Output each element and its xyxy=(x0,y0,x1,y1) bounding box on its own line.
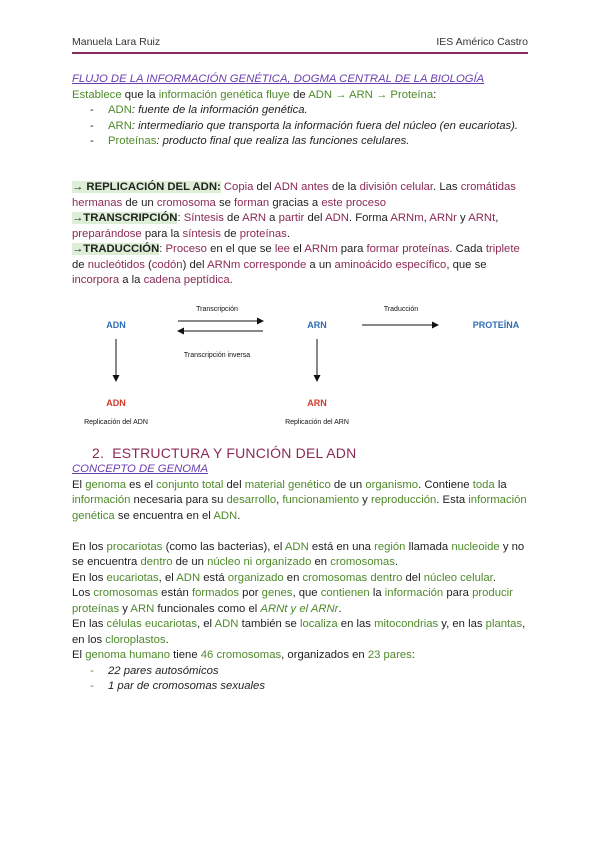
list-item-term: Proteínas xyxy=(108,135,157,147)
genoma-p4: Los cromosomas están formados por genes, que contienen la información para producir proteínas y ARN funcionales como el ARNt y el ARNr. xyxy=(72,587,513,615)
transcripcion-paragraph: →TRANSCRIPCIÓN: Síntesis de ARN a partir del ADN. Forma ARNm, ARNr y ARNt, preparándose para la síntesis de proteínas. xyxy=(72,212,499,240)
genoma-p3: En los eucariotas, el ADN está organizado en cromosomas dentro del núcleo celular. xyxy=(72,571,496,584)
procesos-section xyxy=(72,180,534,289)
replicacion-paragraph: → REPLICACIÓN DEL ADN: Copia del ADN antes de la división celular. Las cromátidas hermanas de un cromosoma se forman gracias a este proceso xyxy=(72,181,516,209)
flujo-intro xyxy=(72,88,534,104)
flujo-intro-text: de xyxy=(289,88,309,101)
list-item: - 22 pares autosómicos xyxy=(90,664,534,680)
section-title: ESTRUCTURA Y FUNCIÓN DEL ADN xyxy=(112,445,357,461)
transcripcion-label: Transcripción xyxy=(196,306,238,313)
list-item xyxy=(90,134,534,150)
genoma-p2: En los procariotas (como las bacterias), el ADN está en una región llamada nucleoide y no se encuentra dentro de un núcleo ni organizado en cromosomas. xyxy=(72,540,525,568)
list-item xyxy=(90,119,534,135)
traduccion-label: Traducción xyxy=(383,306,419,313)
flujo-intro-text: : xyxy=(433,88,437,101)
flujo-title: FLUJO DE LA INFORMACIÓN GENÉTICA, DOGMA CENTRAL DE LA BIOLOGÍA xyxy=(72,73,485,85)
section-number: 2. xyxy=(92,445,105,461)
list-item: - 1 par de cromosomas sexuales xyxy=(90,679,534,695)
list-item-desc: : producto final que realiza las funciones celulares. xyxy=(156,135,410,147)
header-divider xyxy=(72,52,528,54)
genoma-p1: El genoma es el conjunto total del material genético de un organismo. Contiene toda la información necesaria para su desarrollo, funcionamiento y reproducción. Esta información genética se encuentra en el ADN. xyxy=(72,478,527,522)
flujo-intro-word: información genética xyxy=(158,88,263,101)
list-item-desc: : fuente de la información genética. xyxy=(131,104,308,116)
adn-replica-label: ADN xyxy=(106,398,126,408)
arn-label: ARN xyxy=(307,320,327,330)
flujo-section xyxy=(72,72,534,150)
arn-replica-label: ARN xyxy=(307,398,327,408)
header-author: Manuela Lara Ruiz xyxy=(72,36,161,48)
header-school: IES Américo Castro xyxy=(436,36,528,48)
flujo-intro-text: que la xyxy=(121,88,159,101)
transcripcion-heading: →TRANSCRIPCIÓN xyxy=(72,212,178,224)
list-item xyxy=(90,103,534,119)
genoma-p5: En las células eucariotas, el ADN también se localiza en las mitocondrias y, en las plantas, en los cloroplastos. xyxy=(72,618,526,646)
flujo-intro-word: fluye xyxy=(266,88,290,101)
flujo-intro-word: Establece xyxy=(72,88,122,101)
traduccion-heading: →TRADUCCIÓN xyxy=(72,243,160,255)
genoma-p6: El genoma humano tiene 46 cromosomas, organizados en 23 pares: xyxy=(72,649,415,661)
transcripcion-inversa-label: Transcripción inversa xyxy=(183,352,251,359)
genoma-subtitle: CONCEPTO DE GENOMA xyxy=(72,463,208,475)
list-item-desc: : intermediario que transporta la información fuera del núcleo (en eucariotas). xyxy=(131,119,519,132)
genoma-section xyxy=(72,462,534,695)
adn-label: ADN xyxy=(106,320,126,330)
proteina-label: PROTEÍNA xyxy=(472,320,520,330)
genoma-list xyxy=(72,664,534,695)
traduccion-paragraph: →TRADUCCIÓN: Proceso en el que se lee el ARNm para formar proteínas. Cada triplete de nucleótidos (codón) del ARNm corresponde a un aminoácido específico, que se incorpora a la cadena peptídica. xyxy=(72,243,520,286)
replicacion-heading: → REPLICACIÓN DEL ADN: xyxy=(72,181,221,193)
replicacion-arn-label: Replicación del ARN xyxy=(285,419,349,426)
section-2-heading xyxy=(92,445,356,461)
flujo-intro-word: ADN → ARN → Proteína xyxy=(308,88,434,101)
list-item-term: ADN xyxy=(108,104,132,116)
replicacion-adn-label: Replicación del ADN xyxy=(84,419,148,426)
dogma-diagram xyxy=(0,295,600,435)
flujo-list xyxy=(72,103,534,150)
list-item-term: ARN xyxy=(108,119,132,132)
